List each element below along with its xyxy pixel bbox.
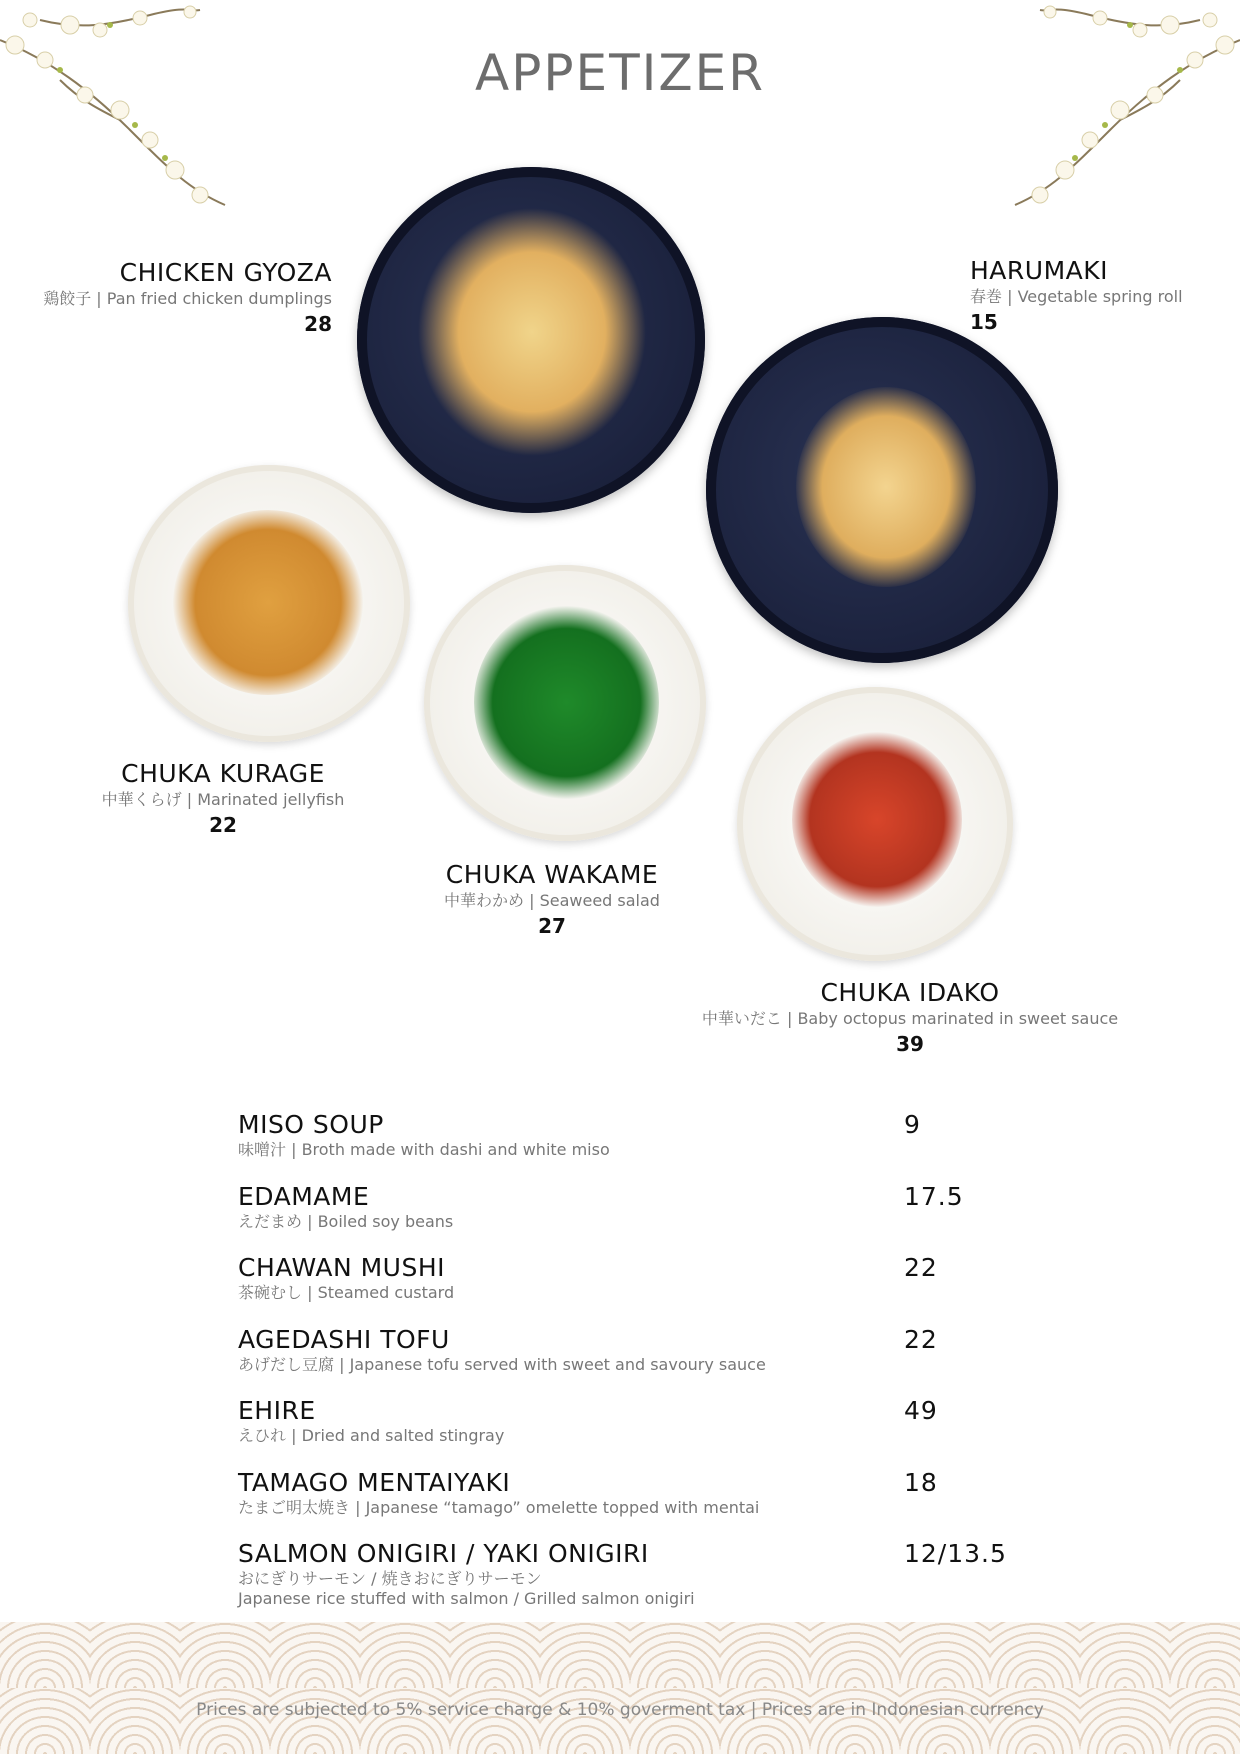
item-description: 味噌汁 | Broth made with dashi and white miso xyxy=(238,1140,610,1159)
featured-item-chuka-wakame xyxy=(400,860,704,940)
item-price: 49 xyxy=(904,1396,938,1425)
featured-item-harumaki xyxy=(970,256,1230,336)
kurage-food xyxy=(173,510,363,695)
item-price: 28 xyxy=(304,312,332,336)
list-item xyxy=(238,1468,1038,1540)
item-name: EHIRE xyxy=(238,1396,316,1425)
item-description: あげだし豆腐 | Japanese tofu served with sweet and savoury sauce xyxy=(238,1354,766,1374)
idako-bowl-image xyxy=(737,687,1013,961)
featured-item-chuka-kurage xyxy=(70,759,376,839)
item-description: 中華くらげ | Marinated jellyfish xyxy=(101,790,345,809)
list-item xyxy=(238,1110,1038,1182)
item-description: えひれ | Dried and salted stingray xyxy=(238,1426,505,1445)
item-price: 15 xyxy=(970,310,998,334)
kurage-bowl-image xyxy=(128,465,410,742)
item-name: EDAMAME xyxy=(238,1181,370,1211)
item-description: おにぎりサーモン / 焼きおにぎりサーモン xyxy=(238,1569,542,1588)
harumaki-food xyxy=(796,387,976,587)
item-price: 39 xyxy=(896,1032,924,1056)
list-item xyxy=(238,1539,1038,1611)
item-name: SALMON ONIGIRI / YAKI ONIGIRI xyxy=(238,1539,649,1568)
featured-item-chicken-gyoza xyxy=(30,258,332,338)
item-name: MISO SOUP xyxy=(238,1110,384,1139)
item-description: 中華いだこ | Baby octopus marinated in sweet sauce xyxy=(701,1009,1119,1028)
item-description-secondary: Japanese rice stuffed with salmon / Grilled salmon onigiri xyxy=(238,1589,695,1608)
wakame-bowl-image xyxy=(424,565,706,841)
list-item xyxy=(238,1325,1038,1397)
item-description: 茶碗むし | Steamed custard xyxy=(238,1283,455,1302)
featured-item-chuka-idako xyxy=(690,978,1130,1058)
list-item xyxy=(238,1182,1038,1254)
item-name: AGEDASHI TOFU xyxy=(238,1324,450,1354)
item-description: たまご明太焼き | Japanese “tamago” omelette topped with mentai xyxy=(238,1497,760,1517)
item-price: 27 xyxy=(538,914,566,938)
item-name: TAMAGO MENTAIYAKI xyxy=(238,1467,511,1497)
footer-wave-pattern xyxy=(0,1622,1240,1754)
list-item xyxy=(238,1396,1038,1468)
item-name: CHICKEN GYOZA xyxy=(119,258,332,287)
footer-price-note: Prices are subjected to 5% service charge & 10% goverment tax | Prices are in Indonesian currency xyxy=(196,1700,1044,1720)
item-price: 9 xyxy=(904,1110,921,1139)
item-description: 鶏餃子 | Pan fried chicken dumplings xyxy=(43,289,332,308)
item-description: 中華わかめ | Seaweed salad xyxy=(444,891,660,910)
list-item xyxy=(238,1253,1038,1325)
item-name: CHUKA KURAGE xyxy=(121,759,325,788)
wakame-food xyxy=(474,605,659,800)
idako-food xyxy=(792,732,962,907)
item-price: 18 xyxy=(904,1467,938,1497)
gyoza-plate-image xyxy=(357,167,705,513)
item-price: 12/13.5 xyxy=(904,1539,1007,1568)
item-name: CHAWAN MUSHI xyxy=(238,1253,446,1282)
item-price: 22 xyxy=(904,1324,938,1354)
item-name: HARUMAKI xyxy=(970,256,1109,285)
page-title: APPETIZER xyxy=(475,44,765,102)
item-price: 22 xyxy=(904,1253,938,1282)
item-price: 22 xyxy=(209,813,237,837)
gyoza-food xyxy=(417,207,647,457)
item-price: 17.5 xyxy=(904,1181,964,1211)
harumaki-plate-image xyxy=(706,317,1058,663)
item-name: CHUKA WAKAME xyxy=(445,860,659,889)
cherry-blossom-right-decoration xyxy=(1000,0,1240,215)
cherry-blossom-left-decoration xyxy=(0,0,240,215)
item-name: CHUKA IDAKO xyxy=(820,978,1000,1007)
menu-list xyxy=(238,1110,1038,1611)
item-description: 春巻 | Vegetable spring roll xyxy=(970,287,1183,306)
item-description: えだまめ | Boiled soy beans xyxy=(238,1211,454,1231)
